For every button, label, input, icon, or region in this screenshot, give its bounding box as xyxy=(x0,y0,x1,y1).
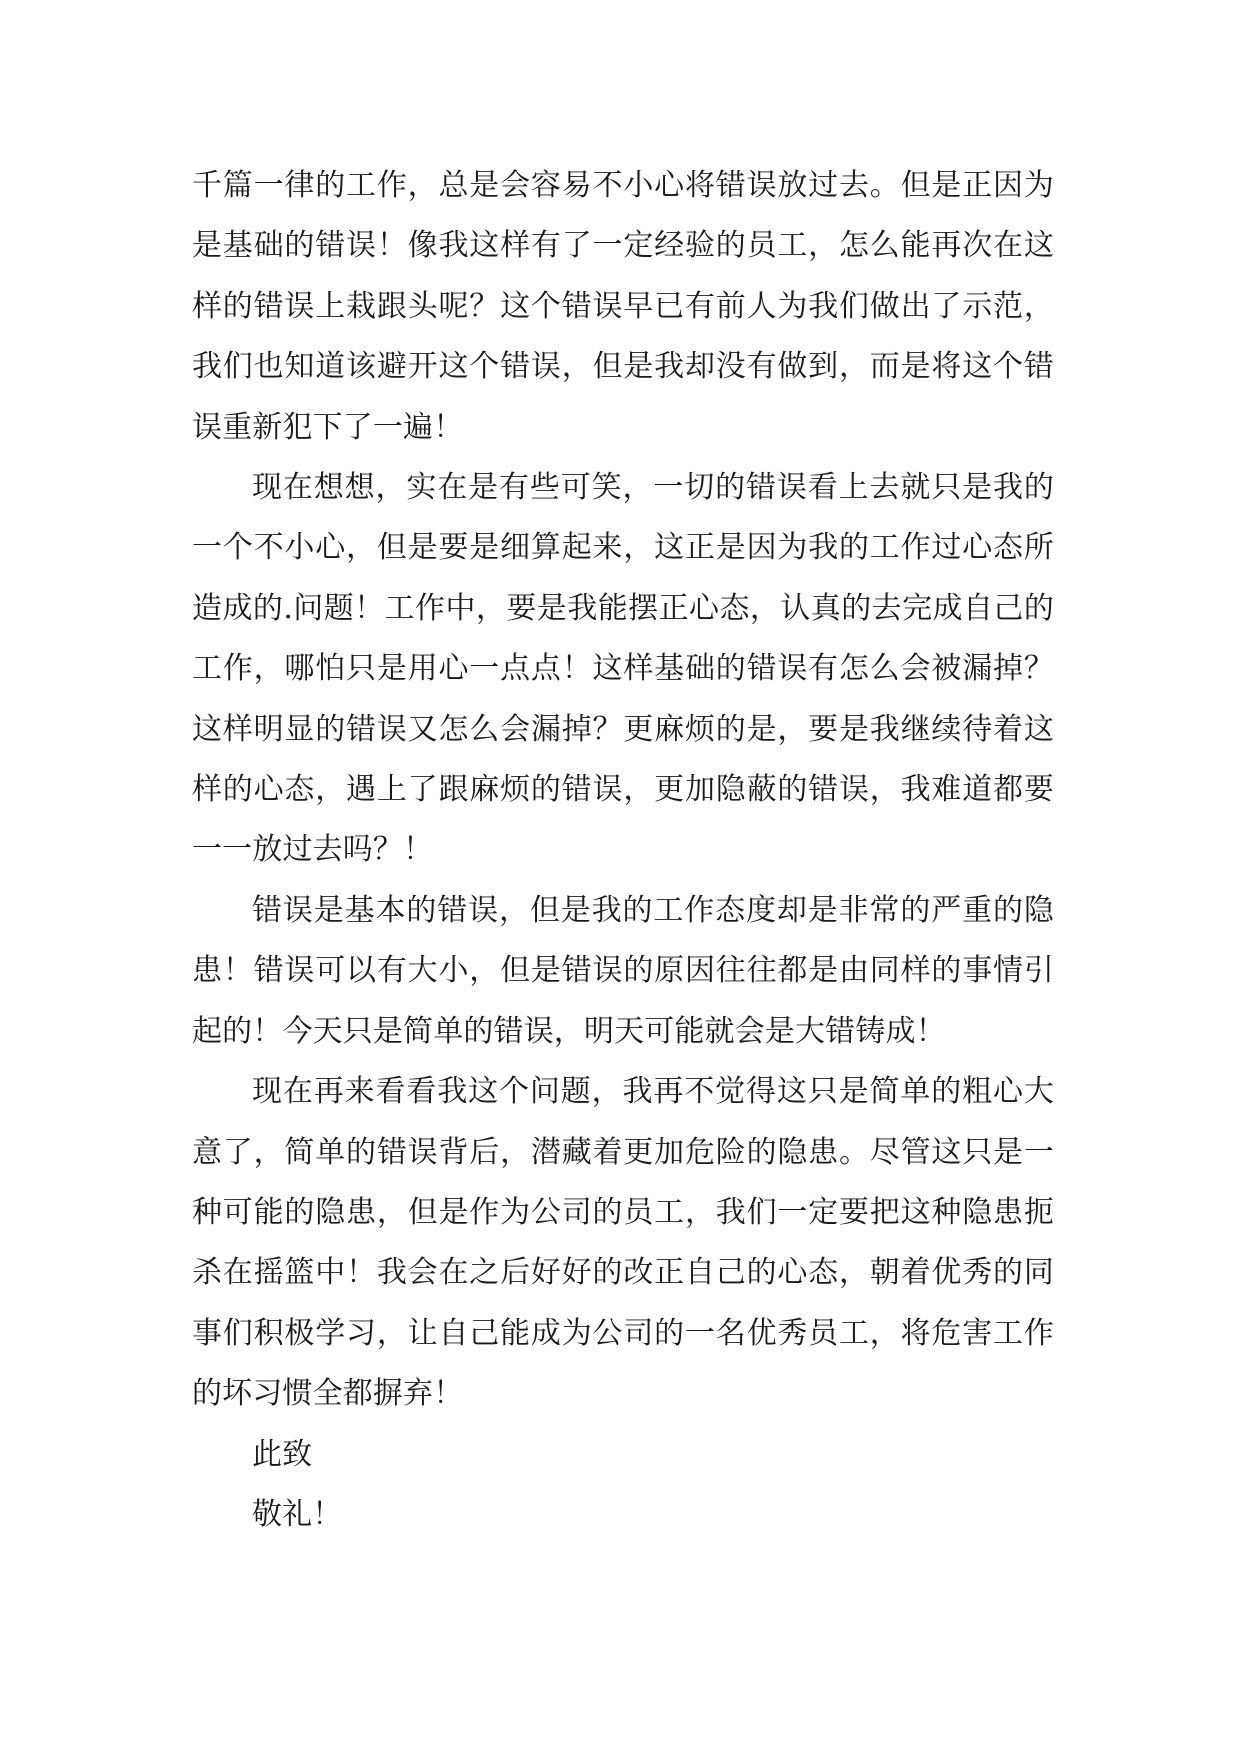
paragraph-reflection: 现在想想，实在是有些可笑，一切的错误看上去就只是我的一个不小心，但是要是细算起来，这正是因为我的工作过心态所造成的.问题！工作中，要是我能摆正心态，认真的去完成自己的工作，哪怕只是用心一点点！这样基础的错误有怎么会被漏掉？这样明显的错误又怎么会漏掉？更麻烦的是，要是我继续待着这样的心态，遇上了跟麻烦的错误，更加隐蔽的错误，我难道都要一一放过去吗？！ xyxy=(192,470,1054,868)
closing-regards: 敬礼！ xyxy=(252,1496,343,1532)
closing-salutation: 此致 xyxy=(252,1436,313,1472)
paragraph-continuation: 千篇一律的工作，总是会容易不小心将错误放过去。但是正因为是基础的错误！像我这样有了一定经验的员工，怎么能再次在这样的错误上栽跟头呢？这个错误早已有前人为我们做出了示范，我们也知道该避开这个错误，但是我却没有做到，而是将这个错误重新犯下了一遍！ xyxy=(192,168,1054,445)
paragraph-hidden-danger: 错误是基本的错误，但是我的工作态度却是非常的严重的隐患！错误可以有大小，但是错误的原因往往都是由同样的事情引起的！今天只是简单的错误，明天可能就会是大错铸成！ xyxy=(192,892,1054,1049)
document-body xyxy=(192,156,1054,1545)
paragraph-resolution: 现在再来看看我这个问题，我再不觉得这只是简单的粗心大意了，简单的错误背后，潜藏着更加危险的隐患。尽管这只是一种可能的隐患，但是作为公司的员工，我们一定要把这种隐患扼杀在摇篮中！我会在之后好好的改正自己的心态，朝着优秀的同事们积极学习，让自己能成为公司的一名优秀员工，将危害工作的坏习惯全都摒弃！ xyxy=(192,1074,1054,1412)
